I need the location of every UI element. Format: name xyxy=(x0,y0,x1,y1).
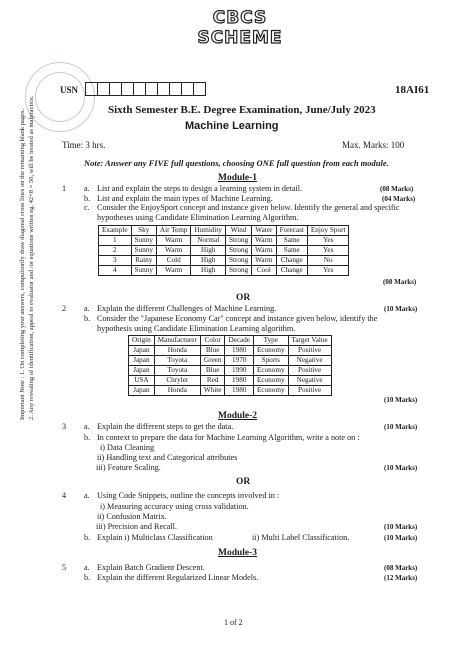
table-cell: Sunny xyxy=(131,266,156,276)
table-cell: Negative xyxy=(288,356,331,366)
college-seal-inner xyxy=(35,72,85,122)
table-cell: Normal xyxy=(191,236,226,246)
exam-title: Sixth Semester B.E. Degree Examination, June/July 2023 xyxy=(108,104,376,116)
table-cell: Japan xyxy=(129,356,155,366)
table-cell: Positive xyxy=(288,346,331,356)
table-cell: 1980 xyxy=(225,376,254,386)
table-header-row xyxy=(99,226,349,236)
q3b-text: In context to prepare the data for Machine Learning Algorithm, write a note on : xyxy=(97,433,360,442)
enjoysport-table xyxy=(98,225,349,276)
q4-number: 4 xyxy=(62,491,67,500)
table-cell: Warm xyxy=(156,236,191,246)
table-cell: Warm xyxy=(252,256,276,266)
table-row xyxy=(129,386,332,396)
q4a-i: i) Measuring accuracy using cross validation. xyxy=(100,502,249,511)
table-cell: Strong xyxy=(226,266,252,276)
table-cell: Target Value xyxy=(288,336,331,346)
table-cell: 1990 xyxy=(225,366,254,376)
table-cell: Rainy xyxy=(131,256,156,266)
table-cell: White xyxy=(200,386,225,396)
q3b-marks: (10 Marks) xyxy=(384,464,418,472)
table-cell: Same xyxy=(276,246,307,256)
table-row xyxy=(99,256,349,266)
q1c-text-1: Consider the EnjoySport concept and instance given below. Identify the general and specific xyxy=(97,203,400,212)
subject-title: Machine Learning xyxy=(185,120,279,132)
q5-number: 5 xyxy=(62,563,67,572)
table-cell: Strong xyxy=(226,246,252,256)
q4a-marks: (10 Marks) xyxy=(384,523,418,531)
table-cell: Warm xyxy=(156,246,191,256)
table-row xyxy=(129,366,332,376)
q1a-letter: a. xyxy=(84,184,90,193)
table-row xyxy=(99,236,349,246)
q4a-iii: iii) Precision and Recall. xyxy=(96,522,177,531)
japanese-car-table xyxy=(128,335,332,396)
q5b-marks: (12 Marks) xyxy=(384,574,418,582)
table-cell: Economy xyxy=(254,346,289,356)
table-row xyxy=(129,356,332,366)
table-cell: Sunny xyxy=(131,236,156,246)
table-cell: Enjoy Sport xyxy=(307,226,349,236)
table-cell: Honda xyxy=(154,346,200,356)
module-1-heading: Module-1 xyxy=(218,173,258,183)
table-header-row xyxy=(129,336,332,346)
table-cell: Economy xyxy=(254,386,289,396)
q5b-text: Explain the different Regularized Linear Models. xyxy=(97,573,259,582)
q3-number: 3 xyxy=(62,422,67,431)
table-cell: Change xyxy=(276,256,307,266)
table-cell: Water xyxy=(252,226,276,236)
table-cell: Toyota xyxy=(154,366,200,376)
usn-boxes xyxy=(85,82,205,96)
table-cell: Red xyxy=(200,376,225,386)
table-cell: Sky xyxy=(131,226,156,236)
table-cell: 1980 xyxy=(225,386,254,396)
table-cell: Positive xyxy=(288,386,331,396)
table-cell: USA xyxy=(129,376,155,386)
table-cell: Strong xyxy=(226,236,252,246)
page-number: 1 of 2 xyxy=(224,618,243,627)
table-cell: High xyxy=(191,266,226,276)
q4b-text: Explain i) Multiclass Classification xyxy=(97,533,213,542)
q4b-marks: (10 Marks) xyxy=(384,534,418,542)
table-cell: Yes xyxy=(307,236,349,246)
table-row xyxy=(129,376,332,386)
side-note xyxy=(18,40,36,420)
instructions-note: Note: Answer any FIVE full questions, choosing ONE full question from each module. xyxy=(84,158,389,168)
table-cell: Green xyxy=(200,356,225,366)
q2b-letter: b. xyxy=(84,314,91,323)
table-row xyxy=(129,346,332,356)
usn-label: USN xyxy=(60,85,79,95)
q3a-letter: a. xyxy=(84,422,90,431)
q1b-letter: b. xyxy=(84,194,91,203)
q5a-marks: (08 Marks) xyxy=(384,564,418,572)
q1b-marks: (04 Marks) xyxy=(382,195,416,203)
table-cell: Chryler xyxy=(154,376,200,386)
q4a-text: Using Code Snippets, outline the concepts involved in : xyxy=(97,491,280,500)
paper-code: 18AI61 xyxy=(395,84,430,96)
table-cell: Negative xyxy=(288,376,331,386)
q1b-text: List and explain the main types of Machine Learning. xyxy=(97,194,273,203)
table-cell: Decade xyxy=(225,336,254,346)
time-duration: Time: 3 hrs. xyxy=(62,140,106,150)
table-cell: 3 xyxy=(99,256,132,266)
table-cell: Japan xyxy=(129,346,155,356)
q2b-text-2: hypothesis using Candidate Elimination Learning algorithm. xyxy=(97,324,296,333)
table-cell: Manufacturer xyxy=(154,336,200,346)
table-cell: Japan xyxy=(129,366,155,376)
table-cell: 1 xyxy=(99,236,132,246)
table-cell: 4 xyxy=(99,266,132,276)
q3b-i: i) Data Cleaning xyxy=(100,443,155,452)
or-divider-2: OR xyxy=(236,477,251,487)
q4a-ii: ii) Confusion Matrix. xyxy=(97,512,167,521)
table-cell: Sports xyxy=(254,356,289,366)
max-marks: Max. Marks: 100 xyxy=(342,140,405,150)
q2a-marks: (10 Marks) xyxy=(384,305,418,313)
q5a-text: Explain Batch Gradient Descent. xyxy=(97,563,205,572)
table-row xyxy=(99,246,349,256)
table-cell: Strong xyxy=(226,256,252,266)
q1c-marks: (08 Marks) xyxy=(383,278,417,286)
table-cell: Japan xyxy=(129,386,155,396)
table-cell: 1980 xyxy=(225,346,254,356)
q3a-text: Explain the different steps to get the data. xyxy=(97,422,234,431)
table-row xyxy=(99,266,349,276)
table-cell: High xyxy=(191,256,226,266)
table-cell: Sunny xyxy=(131,246,156,256)
scheme-title: CBCS SCHEME xyxy=(197,8,283,48)
q1a-marks: (08 Marks) xyxy=(380,185,414,193)
side-note-line1: Important Note : 1. On completing your answers, compulsorily draw diagonal cross lines on the remaining blank pages. xyxy=(19,108,26,420)
side-note-line2: 2. Any revealing of identification, appeal to evaluator and /or equations written eg. 42+8 = 50, will be treated as malpractice. xyxy=(28,95,35,420)
q4a-letter: a. xyxy=(84,491,90,500)
table-cell: Cold xyxy=(156,256,191,266)
q3a-marks: (10 Marks) xyxy=(384,423,418,431)
table-cell: Yes xyxy=(307,266,349,276)
table-cell: Cool xyxy=(252,266,276,276)
q1c-letter: c. xyxy=(84,203,90,212)
q2b-text-1: Consider the "Japanese Economy Car" concept and instance given below, identify the xyxy=(97,314,378,323)
q2a-text: Explain the different Challenges of Machine Learning. xyxy=(97,304,277,313)
q3b-iii: iii) Feature Scaling. xyxy=(96,463,161,472)
table-cell: No xyxy=(307,256,349,266)
or-divider-1: OR xyxy=(236,293,251,303)
table-cell: Economy xyxy=(254,376,289,386)
q4b-letter: b. xyxy=(84,533,91,542)
table-cell: Type xyxy=(254,336,289,346)
module-3-heading: Module-3 xyxy=(218,548,258,558)
table-cell: Same xyxy=(276,236,307,246)
table-cell: Color xyxy=(200,336,225,346)
table-cell: High xyxy=(191,246,226,256)
q3b-ii: ii) Handling text and Categorical attributes xyxy=(97,453,238,462)
q5b-letter: b. xyxy=(84,573,91,582)
table-cell: Warm xyxy=(252,246,276,256)
table-cell: 2 xyxy=(99,246,132,256)
q2a-letter: a. xyxy=(84,304,90,313)
table-cell: Economy xyxy=(254,366,289,376)
table-cell: Toyota xyxy=(154,356,200,366)
table-cell: Warm xyxy=(156,266,191,276)
table-cell: Origin xyxy=(129,336,155,346)
q1c-text-2: hypotheses using Candidate Elimination Learning Algorithm. xyxy=(97,213,299,222)
table-cell: Blue xyxy=(200,366,225,376)
table-cell: Blue xyxy=(200,346,225,356)
table-cell: 1970 xyxy=(225,356,254,366)
q1-number: 1 xyxy=(62,184,67,193)
table-cell: Yes xyxy=(307,246,349,256)
table-cell: Positive xyxy=(288,366,331,376)
table-cell: Humidity xyxy=(191,226,226,236)
module-2-heading: Module-2 xyxy=(218,411,258,421)
table-cell: Honda xyxy=(154,386,200,396)
q2-number: 2 xyxy=(62,304,67,313)
table-cell: Change xyxy=(276,266,307,276)
q3b-letter: b. xyxy=(84,433,91,442)
table-cell: Forecast xyxy=(276,226,307,236)
table-cell: Wind xyxy=(226,226,252,236)
q5a-letter: a. xyxy=(84,563,90,572)
table-cell: Warm xyxy=(252,236,276,246)
table-cell: Example xyxy=(99,226,132,236)
q2b-marks: (10 Marks) xyxy=(384,396,418,404)
table-cell: Air Temp xyxy=(156,226,191,236)
q1a-text: List and explain the steps to design a learning system in detail. xyxy=(97,184,303,193)
q4b-ii: ii) Multi Label Classification. xyxy=(252,533,350,542)
